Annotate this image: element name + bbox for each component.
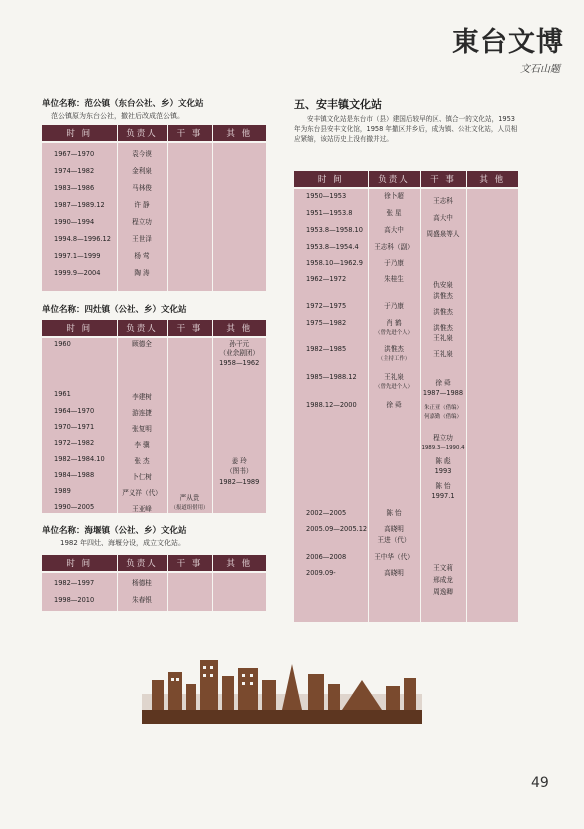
- time-column: [42, 573, 117, 611]
- other-cell: 1982—1989: [219, 478, 260, 486]
- cadre-cell: 仇安泉: [433, 281, 453, 289]
- time-cell: 1982—1985: [306, 345, 347, 353]
- haiyan-title: 单位名称：海堰镇（公社、乡）文化站: [42, 526, 187, 536]
- person-cell-note: （主持工作）: [377, 356, 411, 362]
- person-cell: 高大中: [384, 226, 404, 234]
- anfeng-intro: 安丰镇文化站是东台市（县）建国后较早的区、镇合一的文化站，1953 年为东台县安丰文化馆，1958 年撤区并乡后，成为镇、公社文化站，人员相应紧缩，该站历史上没有撤并过。: [294, 115, 518, 143]
- person-cell-note: （曾先进个人）: [375, 330, 413, 336]
- person-cell: 张 杰: [134, 457, 150, 465]
- anfeng-heading: 五、安丰镇文化站: [294, 98, 382, 111]
- time-cell: 1953.8—1958.10: [306, 226, 363, 234]
- skyline-illustration: [142, 650, 422, 724]
- person-cell: 卜仁树: [132, 473, 152, 481]
- time-cell: 2005.09—2005.12: [306, 525, 368, 533]
- time-column: [42, 143, 117, 291]
- fangong-table: [42, 125, 266, 291]
- person-cell: 程立功: [132, 218, 152, 226]
- haiyan-table: [42, 555, 266, 611]
- person-cell: 陶 涛: [134, 269, 150, 277]
- time-cell: 1960: [54, 340, 71, 348]
- cadre-cell: 1997.1: [431, 492, 455, 500]
- header-cadre: 干 事: [167, 125, 212, 141]
- person-cell: 王志科（副）: [374, 243, 414, 251]
- time-cell: 2006—2008: [306, 553, 347, 561]
- person-cell: 杨德桂: [132, 579, 152, 587]
- header-cadre: 干 事: [420, 171, 466, 187]
- other-cell: 孙干元: [229, 340, 250, 348]
- time-cell: 1970—1971: [54, 423, 95, 431]
- person-cell: 王中华（代）: [374, 553, 414, 561]
- other-column: [467, 189, 519, 622]
- anfeng-table: [294, 171, 518, 622]
- brand-logo: 東台文博: [452, 27, 564, 58]
- cadre-cell: 周盛泉等人: [426, 230, 460, 238]
- header-person: 负责人: [368, 171, 420, 187]
- time-cell: 1984—1988: [54, 471, 95, 479]
- person-cell: 朱桂生: [384, 275, 404, 283]
- time-cell: 1972—1975: [306, 302, 347, 310]
- header-person: 负责人: [117, 555, 167, 571]
- haiyan-note: 1982 年四灶、海堰分设，成立文化站。: [60, 539, 186, 547]
- person-cell: 高晓明: [384, 569, 404, 577]
- person-cell: 徐 舜: [386, 401, 402, 409]
- person-cell: 徐卜超: [384, 192, 404, 200]
- time-cell: 1961: [54, 390, 71, 398]
- person-column: [369, 189, 420, 622]
- cadre-cell-note: （报道组借用）: [170, 505, 209, 511]
- person-cell: 王进（代）: [377, 536, 411, 544]
- time-cell: 1994.8—1996.12: [54, 235, 111, 243]
- cadre-column: [168, 143, 212, 291]
- other-column: [213, 143, 267, 291]
- page-number: 49: [531, 775, 549, 791]
- person-cell: 洪惟杰: [384, 345, 404, 353]
- person-cell: 顾德全: [132, 340, 152, 348]
- time-cell: 1999.9—2004: [54, 269, 101, 277]
- brand-signature: 文石山题: [520, 64, 560, 75]
- person-cell: 金利泉: [132, 167, 152, 175]
- other-cell: 姜 玲: [231, 457, 247, 465]
- cadre-cell: 周逸卿: [433, 588, 453, 596]
- time-cell: 1953.8—1954.4: [306, 243, 359, 251]
- time-cell: 1967—1970: [54, 150, 95, 158]
- person-cell: 张复明: [132, 425, 152, 433]
- cadre-cell: 1989.3—1990.4: [421, 445, 465, 451]
- fangong-note: 范公镇原为东台公社，撤社后改成范公镇。: [51, 112, 184, 120]
- time-cell: 1998—2010: [54, 596, 95, 604]
- time-column: [42, 338, 117, 513]
- time-cell: 1985—1988.12: [306, 373, 357, 381]
- header-other: 其 他: [212, 125, 266, 141]
- time-cell: 1950—1953: [306, 192, 347, 200]
- cadre-cell: 邢成龙: [433, 576, 453, 584]
- other-column: [213, 338, 267, 513]
- time-cell: 1958.10—1962.9: [306, 259, 363, 267]
- time-cell: 1974—1982: [54, 167, 95, 175]
- person-cell: 游连捷: [132, 409, 152, 417]
- person-cell: 严义祥（代）: [122, 489, 162, 497]
- person-cell: 于乃康: [384, 259, 404, 267]
- time-cell: 1982—1984.10: [54, 455, 105, 463]
- sicang-title: 单位名称：四灶镇（公社、乡）文化站: [42, 305, 187, 315]
- time-cell: 1982—1997: [54, 579, 95, 587]
- time-cell: 2002—2005: [306, 509, 347, 517]
- header-other: 其 他: [212, 320, 266, 336]
- time-cell: 1988.12—2000: [306, 401, 357, 409]
- time-cell: 1975—1982: [306, 319, 347, 327]
- other-cell: （图书）: [226, 467, 253, 475]
- person-cell: 王亚峰: [132, 505, 152, 513]
- cadre-cell: 洪惟杰: [433, 292, 453, 300]
- person-cell: 朱春银: [132, 596, 152, 604]
- time-cell: 1951—1953.8: [306, 209, 353, 217]
- person-cell: 王世泽: [132, 235, 152, 243]
- time-cell: 1989: [54, 487, 71, 495]
- cadre-cell: 王礼泉: [433, 334, 453, 342]
- person-cell: 袁今谟: [132, 150, 152, 158]
- person-cell: 李 骥: [134, 441, 150, 449]
- cadre-cell: 高大中: [433, 214, 453, 222]
- cadre-cell: 何嘉勤（借编）: [424, 414, 462, 420]
- person-cell: 于乃康: [384, 302, 404, 310]
- time-cell: 1997.1—1999: [54, 252, 101, 260]
- header-cadre: 干 事: [167, 555, 212, 571]
- header-time: 时 间: [42, 555, 117, 571]
- person-cell: 许 静: [134, 201, 150, 209]
- header-person: 负责人: [117, 125, 167, 141]
- time-cell: 1983—1986: [54, 184, 95, 192]
- cadre-column: [421, 189, 466, 622]
- cadre-cell: 徐 舜: [435, 379, 451, 387]
- time-cell: 1987—1989.12: [54, 201, 105, 209]
- person-cell-note: （曾先进个人）: [375, 384, 413, 390]
- cadre-cell: 陈 怡: [435, 482, 451, 490]
- header-time: 时 间: [42, 320, 117, 336]
- cadre-cell: 陈 彪: [435, 457, 451, 465]
- person-cell: 马林俊: [132, 184, 152, 192]
- cadre-cell: 洪惟杰: [433, 308, 453, 316]
- header-other: 其 他: [466, 171, 518, 187]
- cadre-cell: 王志科: [433, 197, 453, 205]
- other-cell: 1958—1962: [219, 359, 260, 367]
- time-cell: 2009.09-: [306, 569, 336, 577]
- person-cell: 高晓明: [384, 525, 404, 533]
- time-cell: 1972—1982: [54, 439, 95, 447]
- cadre-column: [168, 573, 212, 611]
- time-cell: 1990—2005: [54, 503, 95, 511]
- person-cell: 杨 莺: [134, 252, 150, 260]
- other-cell: （业余剧团）: [219, 349, 260, 357]
- other-column: [213, 573, 267, 611]
- person-cell: 张 星: [386, 209, 402, 217]
- cadre-cell: 严从贵: [179, 494, 200, 502]
- cadre-cell: 王礼泉: [433, 350, 453, 358]
- time-cell: 1962—1972: [306, 275, 347, 283]
- header-time: 时 间: [42, 125, 117, 141]
- person-cell: 李建树: [132, 393, 152, 401]
- time-cell: 1990—1994: [54, 218, 95, 226]
- cadre-cell: 1987—1988: [422, 389, 464, 397]
- cadre-cell: 程立功: [433, 434, 453, 442]
- person-column: [118, 573, 167, 611]
- cadre-cell: 朱正亚（借编）: [424, 405, 462, 411]
- person-cell: 陈 怡: [386, 509, 402, 517]
- person-cell: 王礼泉: [384, 373, 404, 381]
- fangong-title: 单位名称：范公镇（东台公社、乡）文化站: [42, 99, 204, 109]
- person-cell: 肖 鹤: [386, 319, 402, 327]
- header-person: 负责人: [117, 320, 167, 336]
- cadre-cell: 1993: [434, 467, 452, 475]
- person-column: [118, 338, 167, 513]
- cadre-cell: 洪惟杰: [433, 324, 453, 332]
- person-column: [118, 143, 167, 291]
- header-time: 时 间: [294, 171, 368, 187]
- cadre-column: [168, 338, 212, 513]
- sicang-table: [42, 320, 266, 513]
- cadre-cell: 王文莉: [433, 564, 453, 572]
- time-column: [294, 189, 368, 622]
- header-cadre: 干 事: [167, 320, 212, 336]
- header-other: 其 他: [212, 555, 266, 571]
- time-cell: 1964—1970: [54, 407, 95, 415]
